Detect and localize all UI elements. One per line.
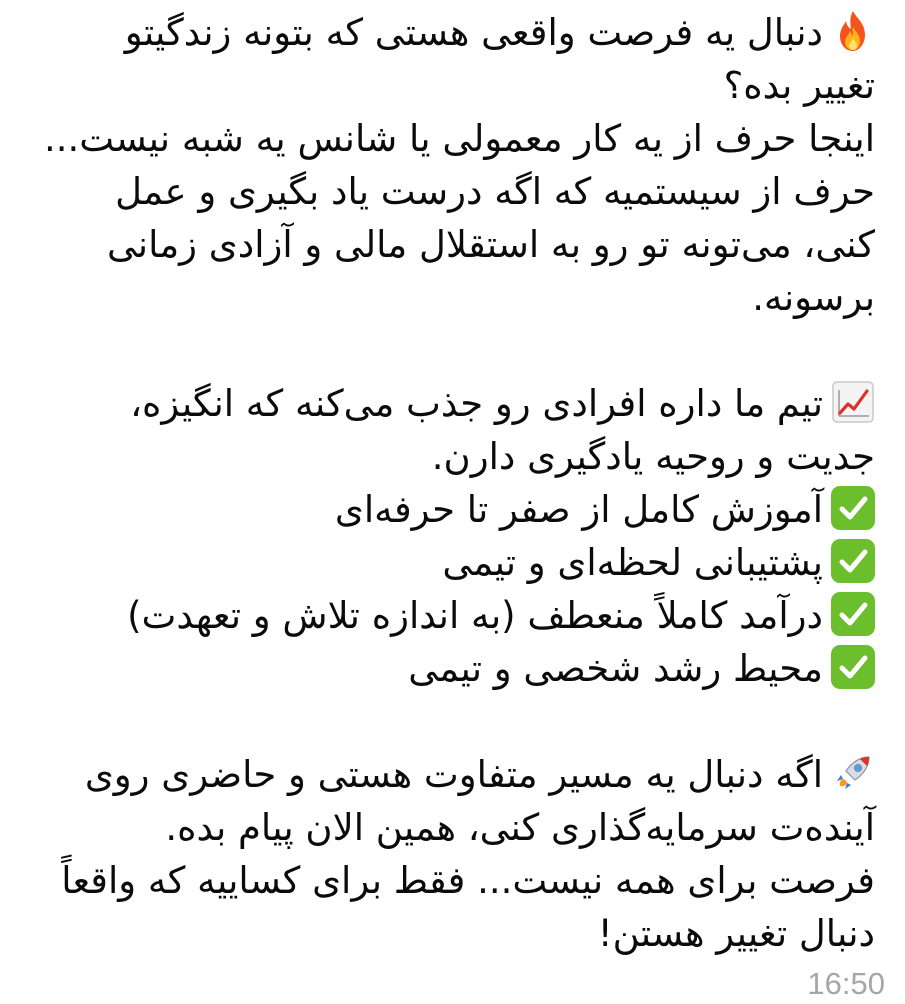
bullet-text: محیط رشد شخصی و تیمی bbox=[408, 647, 823, 690]
bullet-text: آموزش کامل از صفر تا حرفه‌ای bbox=[334, 488, 823, 531]
paragraph-gap bbox=[15, 324, 875, 377]
message-line-text: تیم ما داره افرادی رو جذب می‌کنه که انگیزه، bbox=[130, 382, 823, 425]
check-mark-button-icon bbox=[831, 486, 875, 530]
check-mark-button-icon bbox=[831, 592, 875, 636]
message-line bbox=[15, 6, 875, 59]
message-timestamp: 16:50 bbox=[807, 966, 885, 1001]
message-line: اینجا حرف از یه کار معمولی یا شانس یه شبه نیست... bbox=[43, 117, 875, 160]
message-line: کنی، می‌تونه تو رو به استقلال مالی و آزادی زمانی bbox=[106, 223, 875, 266]
paragraph-gap bbox=[15, 695, 875, 748]
message-line-text: اگه دنبال یه مسیر متفاوت هستی و حاضری روی bbox=[84, 753, 823, 796]
bullet-item bbox=[15, 536, 875, 589]
check-mark-button-icon bbox=[831, 645, 875, 689]
message-line bbox=[15, 377, 875, 430]
message-line: فرصت برای همه نیست... فقط برای کساییه که واقعاً bbox=[61, 859, 875, 902]
bullet-item bbox=[15, 589, 875, 642]
chart-increasing-icon bbox=[831, 380, 875, 424]
fire-icon bbox=[831, 9, 875, 53]
message-line: دنبال تغییر هستن! bbox=[597, 912, 875, 955]
message-line: برسونه. bbox=[752, 276, 875, 319]
message-line: آینده‌ت سرمایه‌گذاری کنی، همین الان پیام بده. bbox=[165, 806, 875, 849]
check-mark-button-icon bbox=[831, 539, 875, 583]
rocket-icon bbox=[831, 751, 875, 795]
bullet-item bbox=[15, 483, 875, 536]
bullet-text: درآمد کاملاً منعطف (به اندازه تلاش و تعهدت) bbox=[127, 594, 823, 637]
message-line-text: دنبال یه فرصت واقعی هستی که بتونه زندگیتو bbox=[124, 11, 823, 54]
bullet-text: پشتیبانی لحظه‌ای و تیمی bbox=[442, 541, 823, 584]
bullet-item bbox=[15, 642, 875, 695]
message-line: حرف از سیستمیه که اگه درست یاد بگیری و عمل bbox=[115, 170, 875, 213]
message-line: جدیت و روحیه یادگیری دارن. bbox=[431, 435, 875, 478]
message-text bbox=[15, 6, 875, 960]
message-line bbox=[15, 748, 875, 801]
message-line: تغییر بده؟ bbox=[723, 64, 875, 107]
